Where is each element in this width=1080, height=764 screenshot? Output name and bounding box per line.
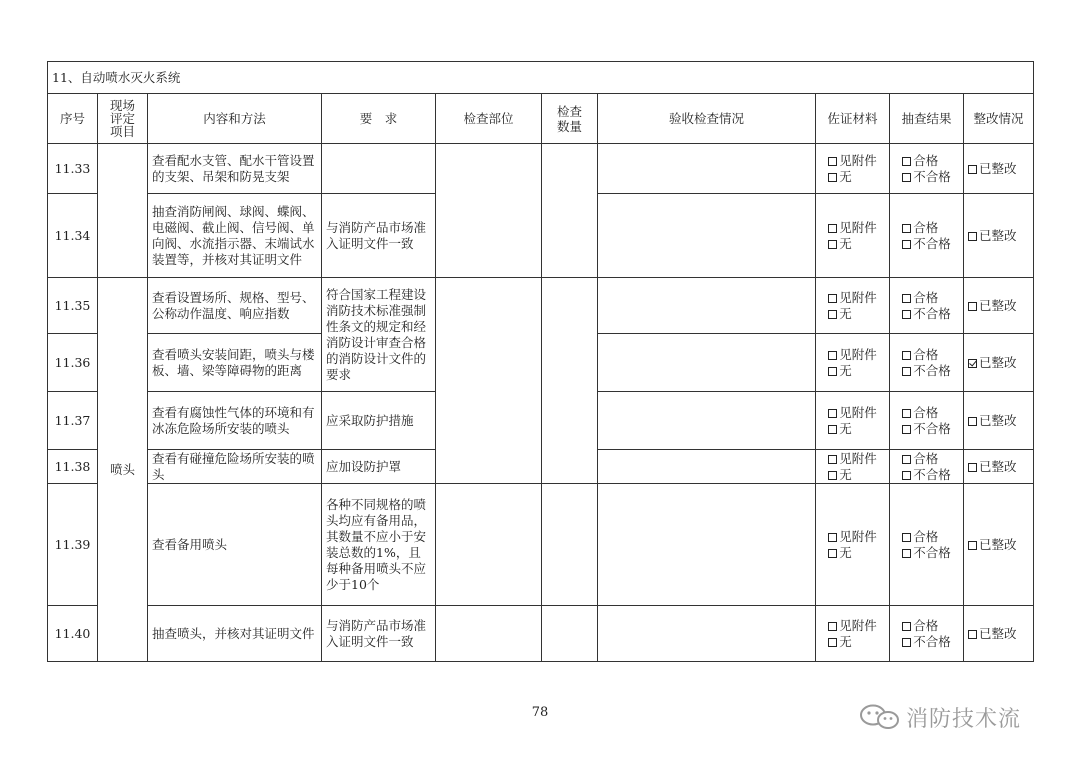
fail-option-label: 不合格 bbox=[913, 362, 951, 378]
table-row bbox=[48, 484, 1034, 606]
header-row bbox=[48, 94, 1034, 144]
checkbox-icon[interactable] bbox=[968, 463, 977, 472]
row-number: 11.35 bbox=[48, 278, 98, 334]
proof-cell-options bbox=[828, 290, 877, 322]
attach-option[interactable] bbox=[828, 220, 877, 236]
fail-option-label: 不合格 bbox=[913, 168, 951, 184]
header-result: 抽查结果 bbox=[890, 94, 964, 144]
checkbox-icon[interactable] bbox=[828, 638, 837, 647]
fixed-option-label: 已整改 bbox=[979, 297, 1017, 313]
fixed-option-label: 已整改 bbox=[979, 458, 1017, 474]
checkbox-icon[interactable] bbox=[902, 622, 911, 631]
page-number: 78 bbox=[531, 705, 549, 720]
fixed-option[interactable] bbox=[968, 459, 1029, 475]
location-cell bbox=[436, 278, 542, 484]
section-title: 11、自动喷水灭火系统 bbox=[48, 62, 1034, 94]
fail-option[interactable] bbox=[902, 236, 951, 252]
item-cell-blank bbox=[98, 144, 148, 278]
result-cell-options bbox=[902, 529, 951, 561]
none-option-label: 无 bbox=[839, 633, 852, 649]
acceptance-cell bbox=[598, 606, 816, 662]
none-option[interactable] bbox=[828, 363, 877, 379]
checkbox-icon[interactable] bbox=[902, 240, 911, 249]
section-row bbox=[48, 62, 1034, 94]
rectify-cell bbox=[964, 606, 1034, 662]
checkbox-icon[interactable] bbox=[828, 533, 837, 542]
checkbox-icon[interactable] bbox=[902, 425, 911, 434]
pass-option-label: 合格 bbox=[913, 528, 939, 544]
attach-option[interactable] bbox=[828, 347, 877, 363]
proof-cell-options bbox=[828, 618, 877, 650]
requirement-cell: 与消防产品市场准入证明文件一致 bbox=[322, 194, 436, 278]
proof-cell-options bbox=[828, 529, 877, 561]
attach-option[interactable] bbox=[828, 529, 877, 545]
pass-option[interactable] bbox=[902, 153, 951, 169]
requirement-cell: 符合国家工程建设消防技术标准强制性条文的规定和经消防设计审查合格的消防设计文件的要求 bbox=[322, 278, 436, 392]
result-cell-options bbox=[902, 153, 951, 185]
checkbox-icon[interactable] bbox=[968, 302, 977, 311]
checkbox-icon[interactable] bbox=[902, 638, 911, 647]
fixed-option-label: 已整改 bbox=[979, 536, 1017, 552]
fail-option-label: 不合格 bbox=[913, 466, 951, 482]
fail-option-label: 不合格 bbox=[913, 235, 951, 251]
checkbox-icon[interactable] bbox=[828, 224, 837, 233]
checkbox-icon[interactable] bbox=[828, 351, 837, 360]
checkbox-icon[interactable] bbox=[902, 157, 911, 166]
table-row bbox=[48, 144, 1034, 194]
none-option-label: 无 bbox=[839, 168, 852, 184]
checkbox-icon[interactable] bbox=[902, 455, 911, 464]
checkbox-icon[interactable] bbox=[902, 549, 911, 558]
checkbox-icon[interactable] bbox=[902, 533, 911, 542]
method-cell: 抽查喷头，并核对其证明文件 bbox=[148, 606, 322, 662]
none-option-label: 无 bbox=[839, 305, 852, 321]
header-method: 内容和方法 bbox=[148, 94, 322, 144]
fixed-option-label: 已整改 bbox=[979, 412, 1017, 428]
attach-option-label: 见附件 bbox=[839, 152, 877, 168]
fail-option-label: 不合格 bbox=[913, 305, 951, 321]
checkbox-icon[interactable] bbox=[828, 157, 837, 166]
method-cell: 查看设置场所、规格、型号、公称动作温度、响应指数 bbox=[148, 278, 322, 334]
attach-option-label: 见附件 bbox=[839, 289, 877, 305]
method-cell: 查看喷头安装间距，喷头与楼板、墙、梁等障碍物的距离 bbox=[148, 334, 322, 392]
header-rectify: 整改情况 bbox=[964, 94, 1034, 144]
proof-cell-options bbox=[828, 405, 877, 437]
acceptance-cell bbox=[598, 194, 816, 278]
pass-option[interactable] bbox=[902, 290, 951, 306]
requirement-cell: 与消防产品市场准入证明文件一致 bbox=[322, 606, 436, 662]
rectify-cell bbox=[964, 450, 1034, 484]
result-cell bbox=[890, 484, 964, 606]
pass-option-label: 合格 bbox=[913, 450, 939, 466]
result-cell bbox=[890, 334, 964, 392]
rectify-cell bbox=[964, 334, 1034, 392]
row-number: 11.33 bbox=[48, 144, 98, 194]
pass-option[interactable] bbox=[902, 451, 951, 467]
checkbox-icon[interactable] bbox=[828, 622, 837, 631]
fail-option[interactable] bbox=[902, 306, 951, 322]
quantity-cell bbox=[542, 278, 598, 484]
fail-option[interactable] bbox=[902, 634, 951, 650]
fixed-option[interactable] bbox=[968, 413, 1029, 429]
checkbox-icon[interactable] bbox=[968, 165, 977, 174]
requirement-cell: 应加设防护罩 bbox=[322, 450, 436, 484]
header-proof: 佐证材料 bbox=[816, 94, 890, 144]
checkbox-icon[interactable] bbox=[902, 409, 911, 418]
fail-option-label: 不合格 bbox=[913, 420, 951, 436]
proof-cell bbox=[816, 450, 890, 484]
quantity-cell bbox=[542, 484, 598, 606]
proof-cell bbox=[816, 144, 890, 194]
pass-option-label: 合格 bbox=[913, 346, 939, 362]
header-requirement: 要 求 bbox=[322, 94, 436, 144]
attach-option[interactable] bbox=[828, 405, 877, 421]
fixed-option-label: 已整改 bbox=[979, 227, 1017, 243]
fail-option-label: 不合格 bbox=[913, 633, 951, 649]
acceptance-cell bbox=[598, 484, 816, 606]
proof-cell-options bbox=[828, 451, 877, 483]
quantity-cell bbox=[542, 144, 598, 278]
fixed-option-label: 已整改 bbox=[979, 354, 1017, 370]
fixed-option[interactable] bbox=[968, 626, 1029, 642]
pass-option-label: 合格 bbox=[913, 152, 939, 168]
row-number: 11.39 bbox=[48, 484, 98, 606]
result-cell bbox=[890, 144, 964, 194]
checkbox-icon[interactable] bbox=[902, 471, 911, 480]
table-row bbox=[48, 278, 1034, 334]
attach-option-label: 见附件 bbox=[839, 346, 877, 362]
header-location: 检查部位 bbox=[436, 94, 542, 144]
checkbox-icon[interactable] bbox=[828, 409, 837, 418]
rectify-cell bbox=[964, 278, 1034, 334]
attach-option-label: 见附件 bbox=[839, 528, 877, 544]
proof-cell bbox=[816, 278, 890, 334]
result-cell-options bbox=[902, 405, 951, 437]
acceptance-cell bbox=[598, 334, 816, 392]
none-option[interactable] bbox=[828, 236, 877, 252]
none-option[interactable] bbox=[828, 545, 877, 561]
proof-cell bbox=[816, 606, 890, 662]
attach-option[interactable] bbox=[828, 618, 877, 634]
none-option-label: 无 bbox=[839, 362, 852, 378]
checkbox-icon[interactable] bbox=[828, 367, 837, 376]
fail-option[interactable] bbox=[902, 169, 951, 185]
table-row bbox=[48, 606, 1034, 662]
result-cell-options bbox=[902, 618, 951, 650]
header-acceptance: 验收检查情况 bbox=[598, 94, 816, 144]
checkbox-icon[interactable] bbox=[828, 549, 837, 558]
row-number: 11.40 bbox=[48, 606, 98, 662]
wechat-icon bbox=[858, 703, 902, 737]
fail-option[interactable] bbox=[902, 467, 951, 483]
attach-option-label: 见附件 bbox=[839, 219, 877, 235]
row-number: 11.36 bbox=[48, 334, 98, 392]
requirement-cell bbox=[322, 144, 436, 194]
result-cell-options bbox=[902, 451, 951, 483]
checkbox-icon[interactable] bbox=[828, 310, 837, 319]
rectify-cell bbox=[964, 194, 1034, 278]
checkbox-icon[interactable] bbox=[828, 471, 837, 480]
result-cell bbox=[890, 194, 964, 278]
requirement-cell: 各种不同规格的喷头均应有备用品，其数量不应小于安装总数的1%，且每种备用喷头不应少于10个 bbox=[322, 484, 436, 606]
checkbox-icon[interactable] bbox=[968, 541, 977, 550]
none-option-label: 无 bbox=[839, 420, 852, 436]
rectify-cell bbox=[964, 484, 1034, 606]
pass-option[interactable] bbox=[902, 220, 951, 236]
fixed-option[interactable] bbox=[968, 537, 1029, 553]
attach-option[interactable] bbox=[828, 153, 877, 169]
none-option[interactable] bbox=[828, 306, 877, 322]
result-cell-options bbox=[902, 220, 951, 252]
pass-option-label: 合格 bbox=[913, 404, 939, 420]
method-cell: 查看有腐蚀性气体的环境和有冰冻危险场所安装的喷头 bbox=[148, 392, 322, 450]
result-cell bbox=[890, 450, 964, 484]
checkbox-icon[interactable] bbox=[828, 240, 837, 249]
none-option[interactable] bbox=[828, 421, 877, 437]
checkbox-icon[interactable] bbox=[828, 425, 837, 434]
pass-option-label: 合格 bbox=[913, 289, 939, 305]
none-option-label: 无 bbox=[839, 235, 852, 251]
pass-option[interactable] bbox=[902, 529, 951, 545]
result-cell bbox=[890, 392, 964, 450]
proof-cell-options bbox=[828, 347, 877, 379]
none-option[interactable] bbox=[828, 169, 877, 185]
fixed-option-label: 已整改 bbox=[979, 160, 1017, 176]
row-number: 11.37 bbox=[48, 392, 98, 450]
checkbox-icon[interactable] bbox=[902, 173, 911, 182]
attach-option-label: 见附件 bbox=[839, 617, 877, 633]
pass-option-label: 合格 bbox=[913, 617, 939, 633]
fixed-option-label: 已整改 bbox=[979, 625, 1017, 641]
location-cell bbox=[436, 484, 542, 606]
quantity-cell bbox=[542, 606, 598, 662]
fail-option[interactable] bbox=[902, 363, 951, 379]
checkbox-icon[interactable] bbox=[968, 359, 977, 368]
attach-option-label: 见附件 bbox=[839, 450, 877, 466]
pass-option[interactable] bbox=[902, 618, 951, 634]
header-item: 现场 评定 项目 bbox=[98, 94, 148, 144]
checkbox-icon[interactable] bbox=[828, 173, 837, 182]
watermark bbox=[858, 700, 1058, 734]
location-cell bbox=[436, 606, 542, 662]
header-quantity: 检查 数量 bbox=[542, 94, 598, 144]
checkbox-icon[interactable] bbox=[968, 630, 977, 639]
proof-cell bbox=[816, 484, 890, 606]
result-cell bbox=[890, 278, 964, 334]
method-cell: 查看备用喷头 bbox=[148, 484, 322, 606]
row-number: 11.34 bbox=[48, 194, 98, 278]
pass-option[interactable] bbox=[902, 347, 951, 363]
header-seq: 序号 bbox=[48, 94, 98, 144]
acceptance-cell bbox=[598, 144, 816, 194]
proof-cell bbox=[816, 194, 890, 278]
method-cell: 查看有碰撞危险场所安装的喷头 bbox=[148, 450, 322, 484]
rectify-cell bbox=[964, 392, 1034, 450]
method-cell: 查看配水支管、配水干管设置的支架、吊架和防晃支架 bbox=[148, 144, 322, 194]
fail-option[interactable] bbox=[902, 545, 951, 561]
watermark-text: 消防技术流 bbox=[906, 707, 1022, 732]
result-cell bbox=[890, 606, 964, 662]
requirement-cell: 应采取防护措施 bbox=[322, 392, 436, 450]
checkbox-icon[interactable] bbox=[968, 232, 977, 241]
pass-option-label: 合格 bbox=[913, 219, 939, 235]
checkbox-icon[interactable] bbox=[968, 417, 977, 426]
fixed-option[interactable] bbox=[968, 355, 1029, 371]
location-cell bbox=[436, 144, 542, 278]
checkbox-icon[interactable] bbox=[828, 455, 837, 464]
acceptance-cell bbox=[598, 450, 816, 484]
proof-cell bbox=[816, 392, 890, 450]
method-cell: 抽查消防闸阀、球阀、蝶阀、电磁阀、截止阀、信号阀、单向阀、水流指示器、末端试水装置等，并核对其证明文件 bbox=[148, 194, 322, 278]
item-group: 喷头 bbox=[98, 278, 148, 662]
proof-cell bbox=[816, 334, 890, 392]
proof-cell-options bbox=[828, 220, 877, 252]
attach-option[interactable] bbox=[828, 290, 877, 306]
none-option-label: 无 bbox=[839, 466, 852, 482]
none-option[interactable] bbox=[828, 634, 877, 650]
proof-cell-options bbox=[828, 153, 877, 185]
result-cell-options bbox=[902, 290, 951, 322]
inspection-table bbox=[47, 61, 1034, 662]
attach-option-label: 见附件 bbox=[839, 404, 877, 420]
fixed-option[interactable] bbox=[968, 161, 1029, 177]
pass-option[interactable] bbox=[902, 405, 951, 421]
checkbox-icon[interactable] bbox=[902, 310, 911, 319]
checkbox-icon[interactable] bbox=[828, 294, 837, 303]
checkbox-icon[interactable] bbox=[902, 294, 911, 303]
none-option-label: 无 bbox=[839, 544, 852, 560]
fail-option[interactable] bbox=[902, 421, 951, 437]
attach-option[interactable] bbox=[828, 451, 877, 467]
fixed-option[interactable] bbox=[968, 228, 1029, 244]
checkbox-icon[interactable] bbox=[902, 224, 911, 233]
row-number: 11.38 bbox=[48, 450, 98, 484]
fail-option-label: 不合格 bbox=[913, 544, 951, 560]
checkbox-icon[interactable] bbox=[902, 351, 911, 360]
acceptance-cell bbox=[598, 278, 816, 334]
checkbox-icon[interactable] bbox=[902, 367, 911, 376]
rectify-cell bbox=[964, 144, 1034, 194]
fixed-option[interactable] bbox=[968, 298, 1029, 314]
acceptance-cell bbox=[598, 392, 816, 450]
none-option[interactable] bbox=[828, 467, 877, 483]
result-cell-options bbox=[902, 347, 951, 379]
